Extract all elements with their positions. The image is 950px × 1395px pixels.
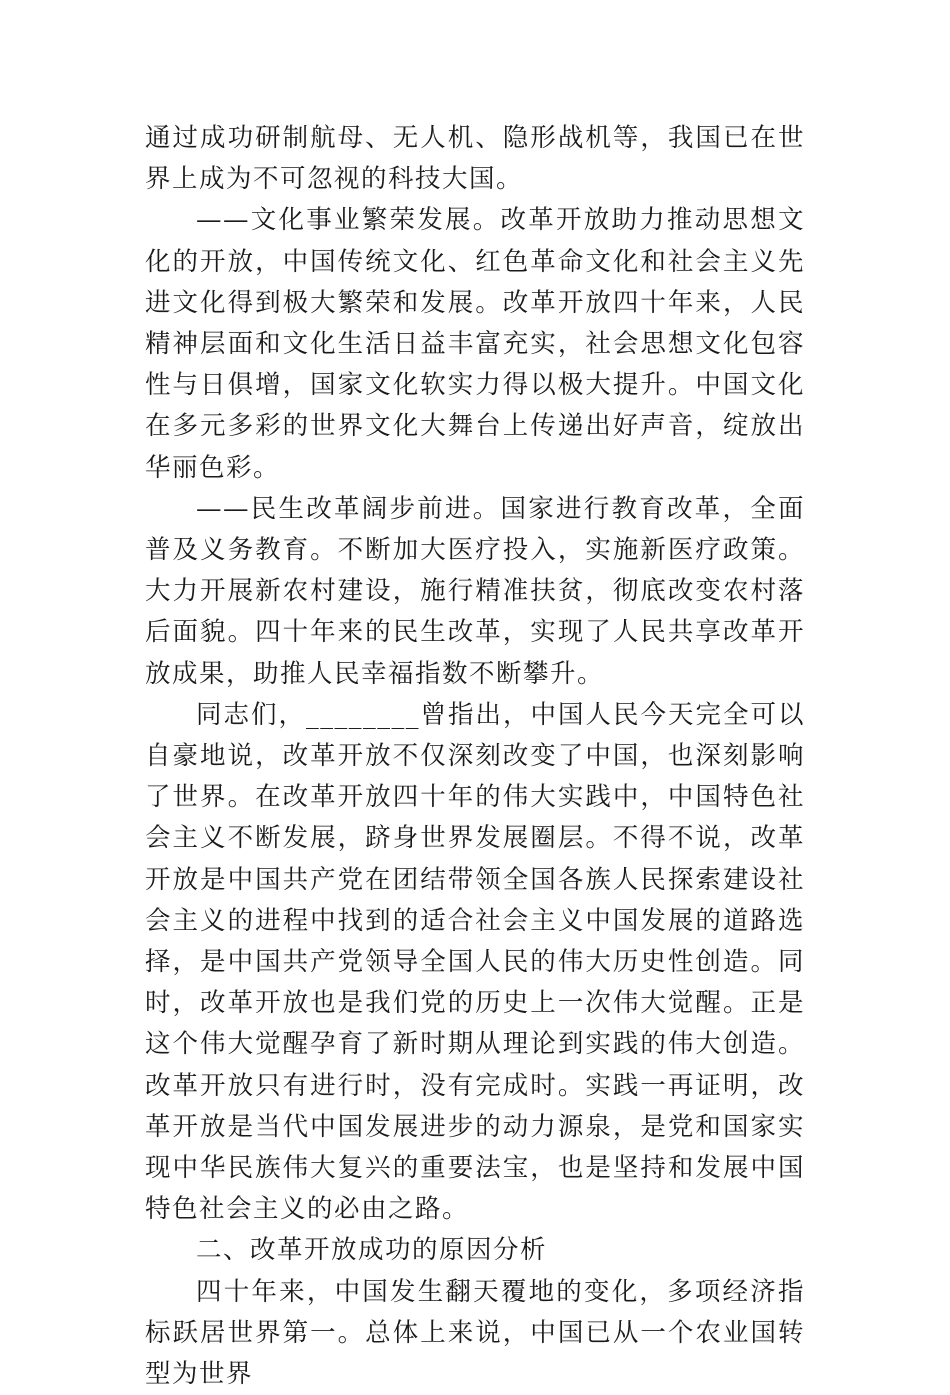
section-heading: 二、改革开放成功的原因分析 — [196, 1235, 548, 1266]
paragraph-forty-years: 四十年来，中国发生翻天覆地的变化，多项经济指标跃居世界第一。总体上来说，中国已从一个农业国转型为世界 — [145, 1276, 805, 1390]
paragraph-livelihood: ——民生改革阔步前进。国家进行教育改革，全面普及义务教育。不断加大医疗投入，实施新医疗政策。大力开展新农村建设，施行精准扶贫，彻底改变农村落后面貌。四十年来的民生改革，实现了人民共享改革开放成果，助推人民幸福指数不断攀升。 — [145, 493, 805, 689]
paragraph-continuation: 通过成功研制航母、无人机、隐形战机等，我国已在世界上成为不可忽视的科技大国。 — [145, 123, 805, 195]
paragraph-culture: ——文化事业繁荣发展。改革开放助力推动思想文化的开放，中国传统文化、红色革命文化和社会主义先进文化得到极大繁荣和发展。改革开放四十年来，人民精神层面和文化生活日益丰富充实，社会思想文化包容性与日俱增，国家文化软实力得以极大提升。中国文化在多元多彩的世界文化大舞台上传递出好声音，绽放出华丽色彩。 — [145, 205, 805, 483]
paragraph-comrades: 同志们，________曾指出，中国人民今天完全可以自豪地说，改革开放不仅深刻改变了中国，也深刻影响了世界。在改革开放四十年的伟大实践中，中国特色社会主义不断发展，跻身世界发展圈层。不得不说，改革开放是中国共产党在团结带领全国各族人民探索建设社会主义的进程中找到的适合社会主义中国发展的道路选择，是中国共产党领导全国人民的伟大历史性创造。同时，改革开放也是我们党的历史上一次伟大觉醒。正是这个伟大觉醒孕育了新时期从理论到实践的伟大创造。改革开放只有进行时，没有完成时。实践一再证明，改革开放是当代中国发展进步的动力源泉，是党和国家实现中华民族伟大复兴的重要法宝，也是坚持和发展中国特色社会主义的必由之路。 — [145, 699, 805, 1225]
document-page — [145, 118, 805, 1395]
